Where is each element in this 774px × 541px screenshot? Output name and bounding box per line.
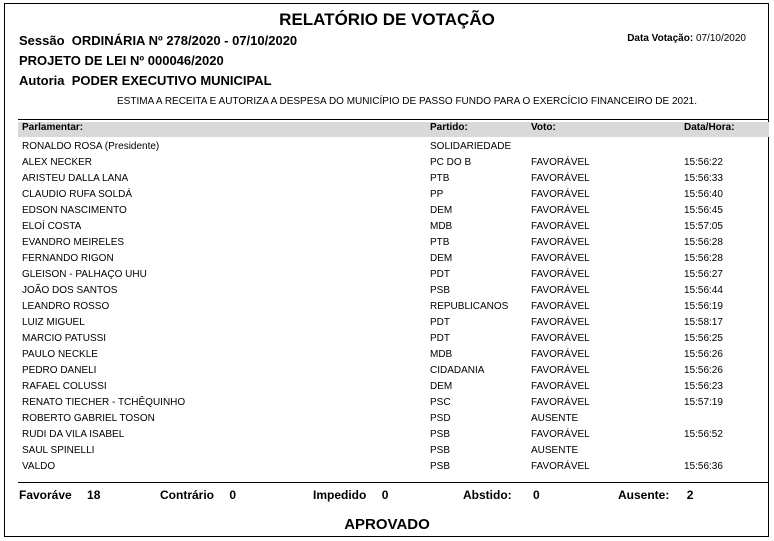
vote-date-value: 07/10/2020 <box>695 33 746 44</box>
table-row <box>18 236 769 252</box>
row-parlamentar: ALEX NECKER <box>22 157 93 168</box>
row-voto: FAVORÁVEL <box>531 221 590 232</box>
row-parlamentar: CLAUDIO RUFA SOLDÁ <box>22 189 133 200</box>
row-parlamentar: RAFAEL COLUSSI <box>22 381 107 392</box>
header-voto: Voto: <box>531 122 556 133</box>
row-voto: FAVORÁVEL <box>531 173 590 184</box>
row-voto: FAVORÁVEL <box>531 397 590 408</box>
session-line <box>19 33 297 48</box>
row-partido: DEM <box>430 205 453 216</box>
table-row <box>18 252 769 268</box>
row-partido: SOLIDARIEDADE <box>430 141 512 152</box>
table-row <box>18 348 769 364</box>
vote-date-label: Data Votação: <box>627 33 694 44</box>
session-value: ORDINÁRIA Nº 278/2020 - 07/10/2020 <box>71 33 298 48</box>
row-partido: PC DO B <box>430 157 472 168</box>
total-impedido-label: Impedido <box>313 488 367 502</box>
authorship-line <box>19 73 272 88</box>
total-ausente-label: Ausente: <box>618 488 670 502</box>
table-row <box>18 188 769 204</box>
row-datahora: 15:56:28 <box>684 253 723 264</box>
table-row <box>18 460 769 476</box>
header-divider <box>18 119 769 120</box>
row-parlamentar: EDSON NASCIMENTO <box>22 205 127 216</box>
row-partido: PSB <box>430 445 451 456</box>
vote-table-body <box>18 140 769 476</box>
row-datahora: 15:56:19 <box>684 301 723 312</box>
row-voto: FAVORÁVEL <box>531 253 590 264</box>
total-impedido-value: 0 <box>381 488 389 502</box>
row-partido: PSB <box>430 429 451 440</box>
total-favoravel-label: Favoráve <box>19 488 72 502</box>
row-datahora: 15:56:28 <box>684 237 723 248</box>
row-voto: FAVORÁVEL <box>531 205 590 216</box>
row-datahora: 15:56:33 <box>684 173 723 184</box>
row-voto: FAVORÁVEL <box>531 301 590 312</box>
report-title: RELATÓRIO DE VOTAÇÃO <box>279 10 495 29</box>
row-partido: PTB <box>430 173 450 184</box>
row-voto: FAVORÁVEL <box>531 365 590 376</box>
vote-result: APROVADO <box>344 516 430 533</box>
row-datahora: 15:56:44 <box>684 285 723 296</box>
row-datahora: 15:56:52 <box>684 429 723 440</box>
row-voto: FAVORÁVEL <box>531 157 590 168</box>
row-datahora: 15:56:23 <box>684 381 723 392</box>
total-favoravel-value: 18 <box>87 488 101 502</box>
row-partido: REPUBLICANOS <box>430 301 509 312</box>
bill-number: PROJETO DE LEI Nº 000046/2020 <box>19 53 224 68</box>
header-parlamentar: Parlamentar: <box>22 122 84 133</box>
row-parlamentar: PAULO NECKLE <box>22 349 98 360</box>
row-parlamentar: LEANDRO ROSSO <box>22 301 110 312</box>
row-parlamentar: EVANDRO MEIRELES <box>22 237 125 248</box>
total-ausente-value: 2 <box>686 488 694 502</box>
header-partido: Partido: <box>430 122 468 133</box>
row-voto: AUSENTE <box>531 413 579 424</box>
row-parlamentar: LUIZ MIGUEL <box>22 317 85 328</box>
row-datahora: 15:56:36 <box>684 461 723 472</box>
row-partido: MDB <box>430 221 453 232</box>
table-row <box>18 428 769 444</box>
row-partido: PDT <box>430 269 450 280</box>
row-parlamentar: GLEISON - PALHAÇO UHU <box>22 269 147 280</box>
totals-divider <box>18 482 769 483</box>
row-partido: CIDADANIA <box>430 365 485 376</box>
total-abstido-label: Abstido: <box>463 488 512 502</box>
total-ausente <box>618 488 693 502</box>
row-datahora: 15:56:45 <box>684 205 723 216</box>
table-header <box>18 122 769 137</box>
vote-date <box>627 33 746 44</box>
row-parlamentar: MARCIO PATUSSI <box>22 333 107 344</box>
row-parlamentar: RONALDO ROSA (Presidente) <box>22 141 160 152</box>
table-row <box>18 364 769 380</box>
row-parlamentar: VALDO <box>22 461 56 472</box>
row-parlamentar: JOÃO DOS SANTOS <box>22 285 118 296</box>
row-parlamentar: RUDI DA VILA ISABEL <box>22 429 125 440</box>
row-voto: FAVORÁVEL <box>531 189 590 200</box>
row-partido: PSC <box>430 397 451 408</box>
row-parlamentar: SAUL SPINELLI <box>22 445 95 456</box>
row-voto: AUSENTE <box>531 445 579 456</box>
row-voto: FAVORÁVEL <box>531 429 590 440</box>
table-row <box>18 396 769 412</box>
row-partido: PP <box>430 189 444 200</box>
row-parlamentar: FERNANDO RIGON <box>22 253 114 264</box>
row-datahora: 15:58:17 <box>684 317 723 328</box>
row-partido: PSB <box>430 461 451 472</box>
row-voto: FAVORÁVEL <box>531 381 590 392</box>
row-voto: FAVORÁVEL <box>531 461 590 472</box>
row-voto: FAVORÁVEL <box>531 237 590 248</box>
authorship-value: PODER EXECUTIVO MUNICIPAL <box>71 73 272 88</box>
table-row <box>18 380 769 396</box>
row-partido: PSB <box>430 285 451 296</box>
row-partido: DEM <box>430 381 453 392</box>
table-row <box>18 284 769 300</box>
session-label: Sessão <box>19 33 65 48</box>
row-voto: FAVORÁVEL <box>531 285 590 296</box>
table-row <box>18 140 769 156</box>
row-parlamentar: PEDRO DANELI <box>22 365 97 376</box>
authorship-label: Autoria <box>19 73 65 88</box>
table-row <box>18 156 769 172</box>
table-row <box>18 444 769 460</box>
table-row <box>18 268 769 284</box>
row-datahora: 15:56:40 <box>684 189 723 200</box>
row-datahora: 15:56:26 <box>684 365 723 376</box>
total-contrario-value: 0 <box>229 488 237 502</box>
total-impedido <box>313 488 388 502</box>
row-datahora: 15:57:19 <box>684 397 723 408</box>
row-partido: PDT <box>430 333 450 344</box>
row-parlamentar: RENATO TIECHER - TCHÊQUINHO <box>22 397 186 408</box>
total-contrario <box>160 488 236 502</box>
row-parlamentar: ROBERTO GABRIEL TOSON <box>22 413 155 424</box>
total-favoravel <box>19 488 100 502</box>
row-partido: PDT <box>430 317 450 328</box>
row-voto: FAVORÁVEL <box>531 333 590 344</box>
total-abstido <box>463 488 540 502</box>
row-datahora: 15:56:27 <box>684 269 723 280</box>
table-row <box>18 412 769 428</box>
table-row <box>18 172 769 188</box>
row-datahora: 15:56:26 <box>684 349 723 360</box>
table-row <box>18 332 769 348</box>
total-abstido-value: 0 <box>533 488 540 502</box>
header-datahora: Data/Hora: <box>684 122 735 133</box>
row-voto: FAVORÁVEL <box>531 349 590 360</box>
table-row <box>18 220 769 236</box>
table-row <box>18 300 769 316</box>
row-partido: PSD <box>430 413 451 424</box>
row-voto: FAVORÁVEL <box>531 269 590 280</box>
table-row <box>18 204 769 220</box>
row-datahora: 15:56:25 <box>684 333 723 344</box>
row-voto: FAVORÁVEL <box>531 317 590 328</box>
row-datahora: 15:57:05 <box>684 221 723 232</box>
row-parlamentar: ARISTEU DALLA LANA <box>22 173 129 184</box>
row-parlamentar: ELOÍ COSTA <box>22 221 82 232</box>
total-contrario-label: Contrário <box>160 488 214 502</box>
table-row <box>18 316 769 332</box>
row-datahora: 15:56:22 <box>684 157 723 168</box>
row-partido: MDB <box>430 349 453 360</box>
row-partido: DEM <box>430 253 453 264</box>
row-partido: PTB <box>430 237 450 248</box>
bill-summary: ESTIMA A RECEITA E AUTORIZA A DESPESA DO MUNICÍPIO DE PASSO FUNDO PARA O EXERCÍCIO FINANCEIRO DE 2021. <box>117 96 697 107</box>
